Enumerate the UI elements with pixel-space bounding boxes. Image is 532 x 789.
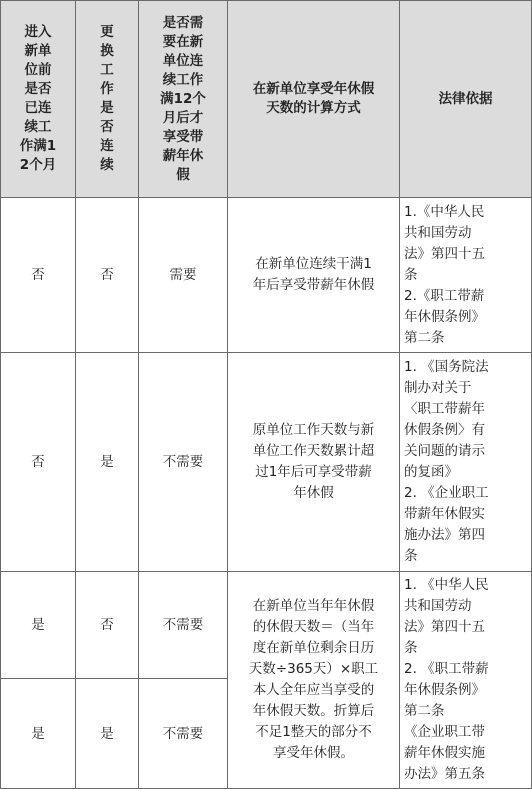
cell-job-change-continuous: 是 [76,353,139,572]
header-continuous-12-months: 进入 新单 位前 是否 已连 续工 作满1 2个月 [1,1,76,198]
table-row [1,198,532,353]
cell-continuous-12-months: 是 [1,679,76,789]
cell-legal-basis: 1.《中华人民 共和国劳动 法》第四十五 条 2.《职工带薪 年休假条例》 第二条 [400,198,532,353]
cell-calculation-method: 在新单位连续干满1 年后享受带薪年休假 [228,198,400,353]
header-need-wait-12-months: 是否需 要在新 单位连 续工作 满12个 月后才 享受带 薪年休 假 [139,1,228,198]
cell-need-wait: 不需要 [139,679,228,789]
header-calculation-method: 在新单位享受年休假 天数的计算方式 [228,1,400,198]
cell-job-change-continuous: 是 [76,679,139,789]
cell-legal-basis: 1. 《国务院法 制办对关于 〈职工带薪年 休假条例〉有 关问题的请示 的复函》 2. 《企业职工 带薪年休假实 施办法》第四 条 [400,353,532,572]
header-legal-basis: 法律依据 [400,1,532,198]
header-job-change-continuous: 更 换 工 作 是 否 连 续 [76,1,139,198]
header-row [1,1,532,198]
table-row [1,353,532,572]
table-row [1,572,532,679]
cell-need-wait: 不需要 [139,572,228,679]
cell-job-change-continuous: 否 [76,572,139,679]
cell-need-wait: 需要 [139,198,228,353]
cell-calculation-method: 原单位工作天数与新 单位工作天数累计超 过1年后可享受带薪 年休假 [228,353,400,572]
cell-calculation-method-merged: 在新单位当年年休假 的休假天数＝（当年 度在新单位剩余日历 天数÷365天）×职工 本人全年应当享受的 年休假天数。折算后 不足1整天的部分不 享受年休假。 [228,572,400,789]
cell-need-wait: 不需要 [139,353,228,572]
cell-legal-basis-merged: 1. 《中华人民 共和国劳动 法》第四十五 条 2. 《职工带薪 年休假条例》 第二条 《企业职工带 薪年休假实施 办法》第五条 [400,572,532,789]
cell-job-change-continuous: 否 [76,198,139,353]
cell-continuous-12-months: 是 [1,572,76,679]
cell-continuous-12-months: 否 [1,353,76,572]
cell-continuous-12-months: 否 [1,198,76,353]
